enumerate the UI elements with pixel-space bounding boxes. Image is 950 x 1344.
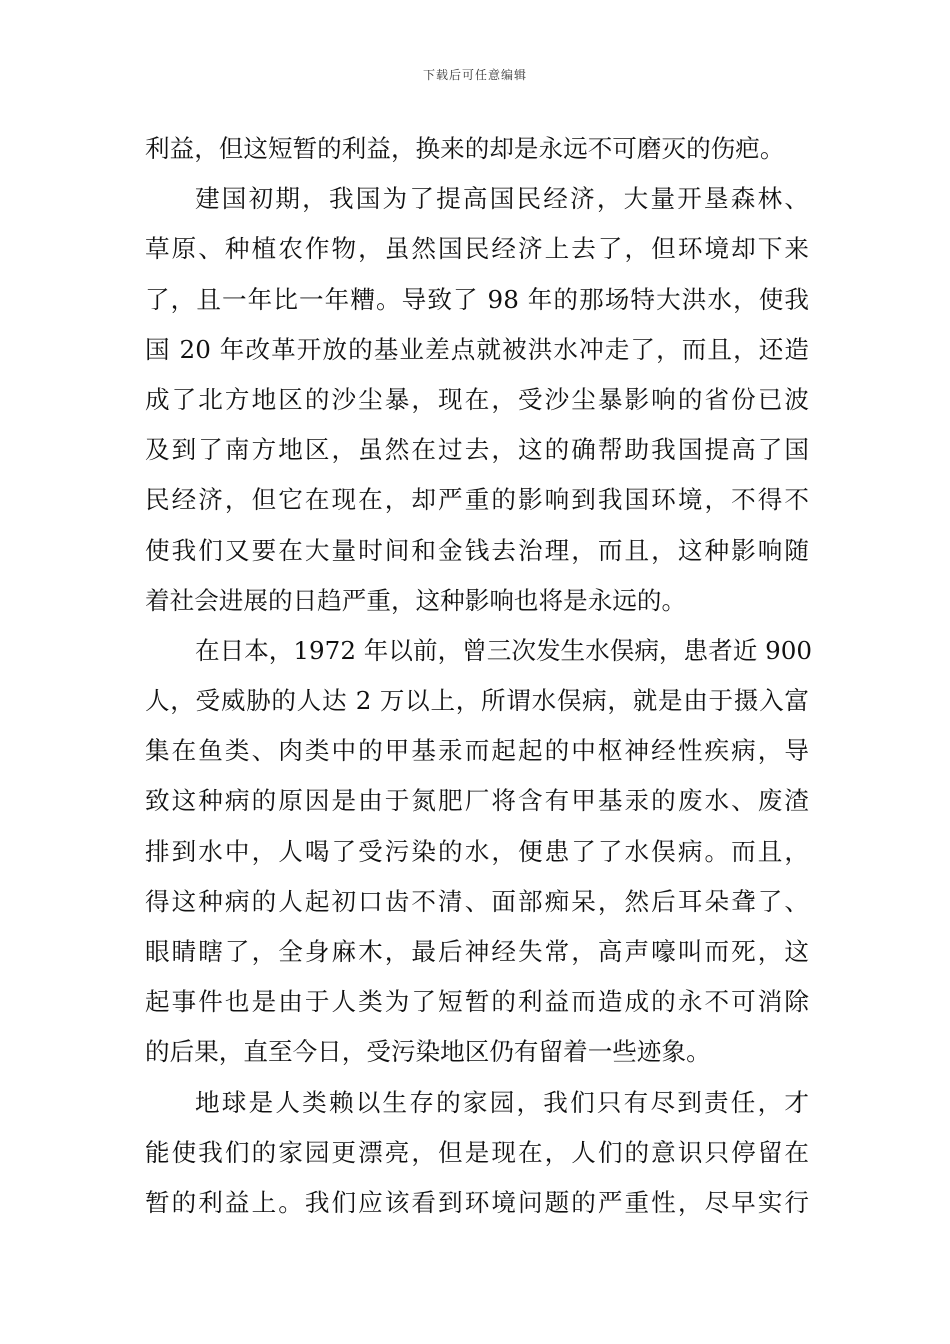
text-line: 草原、种植农作物，虽然国民经济上去了，但环境却下来 bbox=[145, 234, 809, 264]
document-body bbox=[145, 124, 813, 1228]
text-line: 得这种病的人起初口齿不清、面部痴呆，然后耳朵聋了、 bbox=[145, 886, 809, 916]
text-line: 着社会进展的日趋严重，这种影响也将是永远的。 bbox=[145, 585, 687, 615]
text-line: 地球是人类赖以生存的家园，我们只有尽到责任，才 bbox=[195, 1087, 809, 1117]
text-line: 排到水中，人喝了受污染的水，便患了了水俣病。而且， bbox=[145, 836, 809, 866]
text-line: 成了北方地区的沙尘暴，现在，受沙尘暴影响的省份已波 bbox=[145, 384, 809, 414]
text-line: 集在鱼类、肉类中的甲基汞而起起的中枢神经性疾病，导 bbox=[145, 736, 809, 766]
text-line: 的后果，直至今日，受污染地区仍有留着一些迹象。 bbox=[145, 1037, 711, 1067]
text-line: 建国初期，我国为了提高国民经济，大量开垦森林、 bbox=[195, 184, 809, 214]
page-header: 下载后可任意编辑 bbox=[422, 68, 527, 82]
text-line: 能使我们的家园更漂亮，但是现在，人们的意识只停留在 bbox=[145, 1137, 809, 1167]
text-line: 了，且一年比一年糟。导致了 98 年的那场特大洪水，使我 bbox=[145, 284, 809, 314]
text-line: 利益，但这短暂的利益，换来的却是永远不可磨灭的伤疤。 bbox=[145, 134, 785, 163]
text-line: 起事件也是由于人类为了短暂的利益而造成的永不可消除 bbox=[145, 987, 809, 1017]
text-line: 暂的利益上。我们应该看到环境问题的严重性，尽早实行 bbox=[145, 1187, 809, 1217]
text-line: 眼睛瞎了，全身麻木，最后神经失常，高声嚎叫而死，这 bbox=[145, 937, 809, 966]
text-line: 人，受威胁的人达 2 万以上，所谓水俣病，就是由于摄入富 bbox=[145, 686, 809, 716]
text-line: 及到了南方地区，虽然在过去，这的确帮助我国提高了国 bbox=[145, 435, 809, 465]
text-line: 在日本，1972 年以前，曾三次发生水俣病，患者近 900 bbox=[195, 635, 813, 665]
text-line: 致这种病的原因是由于氮肥厂将含有甲基汞的废水、废渣 bbox=[145, 786, 809, 816]
text-line: 使我们又要在大量时间和金钱去治理，而且，这种影响随 bbox=[145, 535, 809, 565]
text-line: 民经济，但它在现在，却严重的影响到我国环境，不得不 bbox=[145, 485, 809, 515]
text-line: 国 20 年改革开放的基业差点就被洪水冲走了，而且，还造 bbox=[145, 334, 809, 364]
